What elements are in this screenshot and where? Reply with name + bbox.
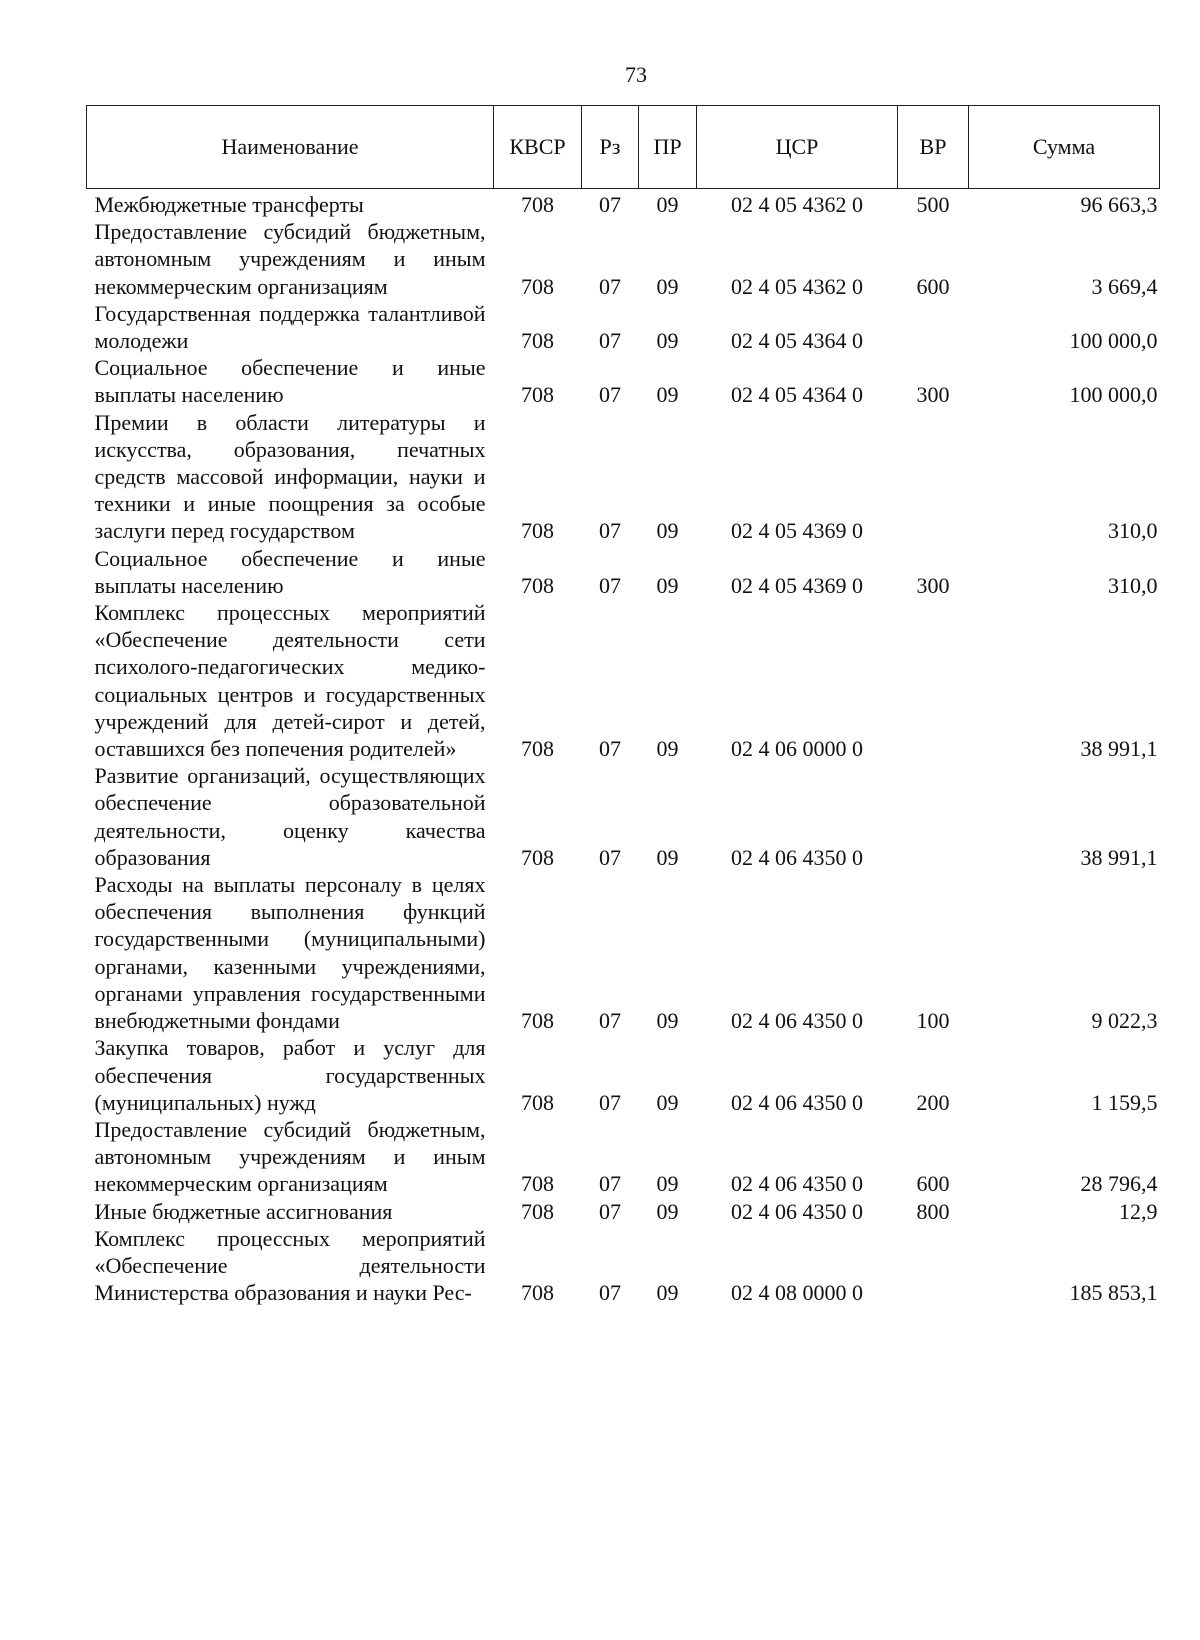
cell-vr: 100 xyxy=(916,1008,950,1034)
cell-name: Государственная поддержка талантливой молодежи xyxy=(94,300,486,354)
cell-rz: 07 xyxy=(599,273,621,299)
cell-rz: 07 xyxy=(599,1171,621,1197)
cell-kvsr: 708 xyxy=(521,1089,554,1115)
cell-rz: 07 xyxy=(599,1008,621,1034)
header-name: Наименование xyxy=(87,106,494,189)
table-row xyxy=(87,189,1160,219)
cell-name: Социальное обеспечение и иные выплаты населению xyxy=(94,355,486,408)
table-row xyxy=(87,545,1160,599)
cell-csr: 02 4 05 4364 0 xyxy=(731,328,863,354)
cell-name: Развитие организаций, осуществляющих обеспечение образовательной деятельности, оценку качества образования xyxy=(94,763,486,870)
cell-pr: 09 xyxy=(656,1198,679,1224)
cell-pr: 09 xyxy=(656,1089,679,1115)
cell-name: Премии в области литературы и искусства, образования, печатных средств массовой информации, науки и техники и иные поощрения за особые заслуги перед государством xyxy=(94,409,486,544)
cell-csr: 02 4 06 4350 0 xyxy=(731,1198,863,1224)
cell-rz: 07 xyxy=(599,844,621,870)
table-row xyxy=(87,1198,1160,1225)
cell-rz: 07 xyxy=(599,1198,621,1224)
page-number: 73 xyxy=(625,62,647,87)
cell-name: Иные бюджетные ассигнования xyxy=(94,1198,393,1224)
table-header-row xyxy=(87,106,1160,189)
cell-pr: 09 xyxy=(656,192,679,217)
cell-name: Предоставление субсидий бюджетным, автономным учреждениям и иным некоммерческим организациям xyxy=(94,1116,486,1197)
table-row xyxy=(87,599,1160,762)
cell-rz: 07 xyxy=(599,518,621,544)
cell-sum: 185 853,1 xyxy=(1069,1280,1158,1306)
cell-vr xyxy=(898,1225,969,1307)
cell-name: Комплекс процессных мероприятий «Обеспечение деятельности Министерства образования и науки Рес- xyxy=(94,1225,486,1306)
cell-vr: 800 xyxy=(916,1198,950,1224)
cell-vr: 300 xyxy=(916,382,950,408)
table-row xyxy=(87,871,1160,1034)
cell-csr: 02 4 06 4350 0 xyxy=(731,844,863,870)
cell-sum: 96 663,3 xyxy=(1080,192,1158,217)
header-sum: Сумма xyxy=(969,106,1160,189)
cell-rz: 07 xyxy=(599,1089,621,1115)
cell-name: Предоставление субсидий бюджетным, автономным учреждениям и иным некоммерческим организациям xyxy=(94,219,486,299)
cell-sum: 28 796,4 xyxy=(1080,1171,1158,1197)
cell-name: Комплекс процессных мероприятий «Обеспечение деятельности сети психолого-педагогических медико-социальных центров и государственных учреждений для детей-сирот и детей, оставшихся без попечения родителей» xyxy=(94,600,486,762)
budget-table xyxy=(86,105,1160,1306)
cell-pr: 09 xyxy=(656,844,679,870)
header-kvsr: КВСР xyxy=(494,106,582,189)
cell-csr: 02 4 05 4369 0 xyxy=(731,518,863,544)
table-row xyxy=(87,1225,1160,1307)
cell-pr: 09 xyxy=(656,382,679,408)
header-vr: ВР xyxy=(898,106,969,189)
cell-vr xyxy=(898,762,969,871)
cell-kvsr: 708 xyxy=(521,1198,554,1224)
cell-kvsr: 708 xyxy=(521,518,554,544)
cell-kvsr: 708 xyxy=(521,736,554,762)
cell-kvsr: 708 xyxy=(521,1008,554,1034)
cell-vr xyxy=(898,599,969,762)
cell-sum: 310,0 xyxy=(1108,572,1158,598)
cell-vr: 500 xyxy=(916,192,950,217)
cell-kvsr: 708 xyxy=(521,844,554,870)
cell-kvsr: 708 xyxy=(521,273,554,299)
cell-name: Расходы на выплаты персоналу в целях обеспечения выполнения функций государственными (муниципальными) органами, казенными учреждениями, органами управления государственными внебюджетными фондами xyxy=(94,872,486,1034)
cell-name: Социальное обеспечение и иные выплаты населению xyxy=(94,545,486,598)
cell-kvsr: 708 xyxy=(521,382,554,408)
cell-csr: 02 4 06 4350 0 xyxy=(731,1171,863,1197)
cell-pr: 09 xyxy=(656,518,679,544)
cell-name: Межбюджетные трансферты xyxy=(94,192,364,217)
cell-sum: 12,9 xyxy=(1119,1198,1158,1224)
cell-csr: 02 4 05 4362 0 xyxy=(731,273,863,299)
cell-kvsr: 708 xyxy=(521,572,554,598)
table-row xyxy=(87,762,1160,871)
cell-sum: 38 991,1 xyxy=(1080,844,1158,870)
cell-name: Закупка товаров, работ и услуг для обеспечения государственных (муниципальных) нужд xyxy=(94,1035,486,1115)
cell-rz: 07 xyxy=(599,192,621,217)
cell-kvsr: 708 xyxy=(521,328,554,354)
cell-vr: 600 xyxy=(916,1171,950,1197)
cell-rz: 07 xyxy=(599,328,621,354)
cell-pr: 09 xyxy=(656,572,679,598)
cell-csr: 02 4 08 0000 0 xyxy=(731,1280,863,1306)
cell-rz: 07 xyxy=(599,382,621,408)
cell-vr xyxy=(898,409,969,545)
header-pr: ПР xyxy=(639,106,697,189)
cell-pr: 09 xyxy=(656,1008,679,1034)
cell-vr: 200 xyxy=(916,1089,950,1115)
cell-vr xyxy=(898,300,969,354)
cell-sum: 3 669,4 xyxy=(1091,273,1158,299)
cell-pr: 09 xyxy=(656,273,679,299)
cell-csr: 02 4 06 0000 0 xyxy=(731,736,863,762)
table-row xyxy=(87,300,1160,354)
cell-sum: 100 000,0 xyxy=(1069,382,1158,408)
cell-sum: 100 000,0 xyxy=(1069,328,1158,354)
cell-sum: 9 022,3 xyxy=(1091,1008,1158,1034)
table-row xyxy=(87,354,1160,408)
cell-csr: 02 4 06 4350 0 xyxy=(731,1089,863,1115)
cell-rz: 07 xyxy=(599,1280,621,1306)
cell-kvsr: 708 xyxy=(521,1171,554,1197)
cell-pr: 09 xyxy=(656,1280,679,1306)
cell-kvsr: 708 xyxy=(521,192,554,217)
cell-pr: 09 xyxy=(656,736,679,762)
header-csr: ЦСР xyxy=(697,106,898,189)
cell-csr: 02 4 05 4362 0 xyxy=(731,192,863,217)
cell-csr: 02 4 05 4369 0 xyxy=(731,572,863,598)
cell-sum: 1 159,5 xyxy=(1091,1089,1158,1115)
cell-vr: 600 xyxy=(916,273,950,299)
cell-pr: 09 xyxy=(656,328,679,354)
table-row xyxy=(87,1116,1160,1198)
cell-csr: 02 4 05 4364 0 xyxy=(731,382,863,408)
cell-rz: 07 xyxy=(599,572,621,598)
table-row xyxy=(87,218,1160,300)
table-row xyxy=(87,1034,1160,1116)
cell-kvsr: 708 xyxy=(521,1280,554,1306)
header-rz: Рз xyxy=(582,106,639,189)
cell-rz: 07 xyxy=(599,736,621,762)
cell-pr: 09 xyxy=(656,1171,679,1197)
cell-csr: 02 4 06 4350 0 xyxy=(731,1008,863,1034)
cell-vr: 300 xyxy=(916,572,950,598)
cell-sum: 38 991,1 xyxy=(1080,736,1158,762)
table-row xyxy=(87,409,1160,545)
cell-sum: 310,0 xyxy=(1108,518,1158,544)
